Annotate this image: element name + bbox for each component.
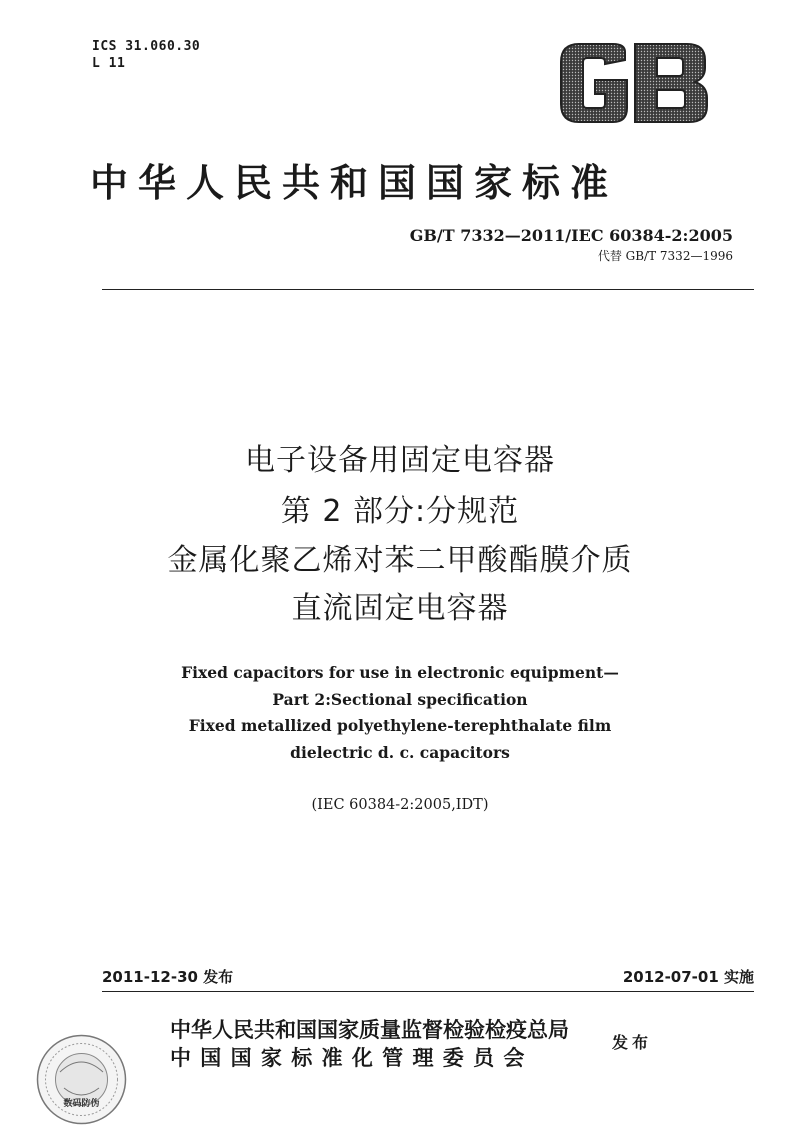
title-en-line-3: Fixed metallized polyethylene-terephthalate film <box>188 716 612 735</box>
title-zh-line-3: 金属化聚乙烯对苯二甲酸酯膜介质 <box>167 543 633 578</box>
replaces-note: 代替 GB/T 7332—1996 <box>597 249 733 263</box>
publish-label: 发布 <box>612 1033 653 1052</box>
iec-equivalence: (IEC 60384-2:2005,IDT) <box>311 797 489 813</box>
effective-date: 2012-07-01 实施 <box>622 968 754 986</box>
gb-logo <box>553 38 713 128</box>
classification-codes <box>92 38 200 72</box>
footer-divider <box>102 991 754 992</box>
issuer-aqsiq: 中华人民共和国国家质量监督检验检疫总局 <box>170 1018 569 1042</box>
standard-type-heading: 中华人民共和国国家标准 <box>90 161 619 205</box>
seal-label: 数码防伪 <box>63 1099 100 1109</box>
header-divider <box>102 289 754 290</box>
title-en-line-4: dielectric d. c. capacitors <box>290 743 510 762</box>
standard-number: GB/T 7332—2011/IEC 60384-2:2005 <box>409 226 733 245</box>
title-zh-line-2: 第 2 部分:分规范 <box>280 494 520 529</box>
anti-counterfeit-seal <box>34 1032 129 1127</box>
title-en-line-2: Part 2:Sectional specification <box>272 690 528 709</box>
issue-date: 2011-12-30 发布 <box>102 968 234 986</box>
title-en-line-1: Fixed capacitors for use in electronic equipment— <box>181 663 619 682</box>
ics-code: ICS 31.060.30 <box>92 39 201 54</box>
title-zh-line-4: 直流固定电容器 <box>291 591 509 626</box>
category-code: L 11 <box>92 56 126 71</box>
issuer-sac: 中 国 国 家 标 准 化 管 理 委 员 会 <box>170 1046 526 1070</box>
title-zh-line-1: 电子设备用固定电容器 <box>245 443 555 478</box>
